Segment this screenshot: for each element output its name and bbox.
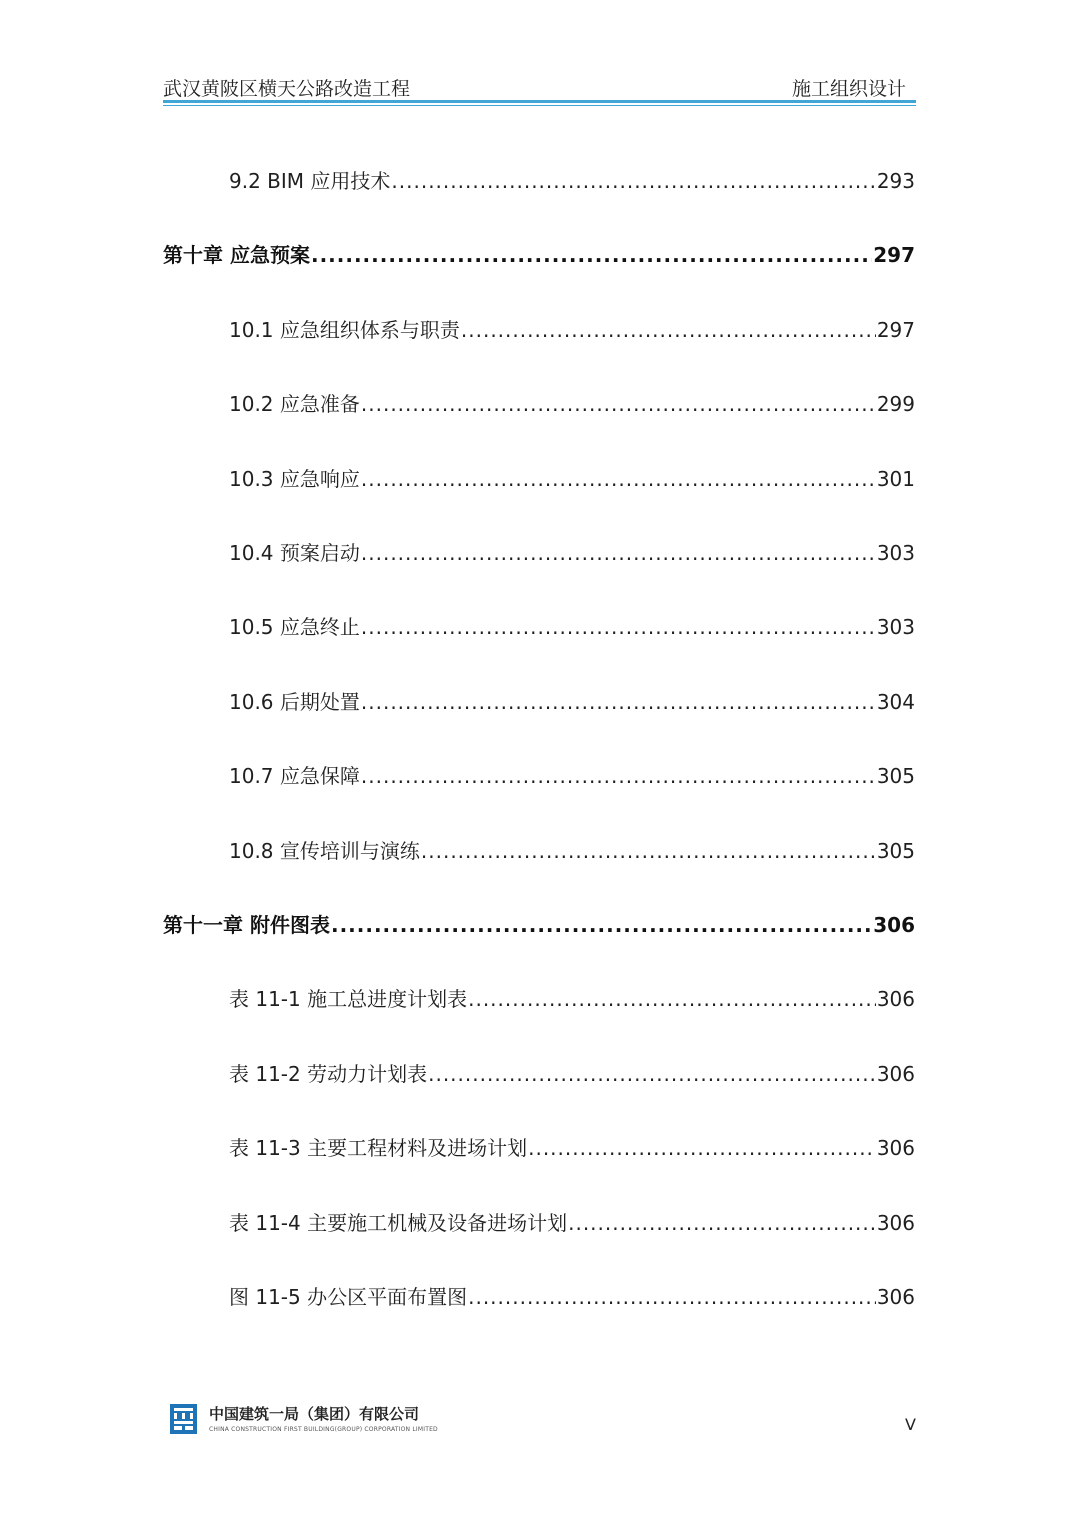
toc-entry-title: 第十一章 附件图表 — [163, 913, 330, 937]
toc-section-entry[interactable] — [229, 464, 915, 494]
toc-entry-title: 第十章 应急预案 — [163, 243, 310, 268]
toc-entry-page: 306 — [876, 1210, 915, 1235]
header-project-title: 武汉黄陂区横天公路改造工程 — [163, 78, 411, 100]
toc-entry-page: 306 — [873, 913, 915, 937]
toc-section-entry[interactable] — [229, 538, 915, 568]
toc-dot-leader — [461, 315, 876, 345]
toc-dot-leader — [468, 1282, 876, 1312]
toc-section-entry[interactable] — [229, 1133, 915, 1163]
toc-dot-leader — [428, 1059, 876, 1089]
toc-entry-page: 306 — [876, 987, 915, 1012]
toc-dot-leader — [361, 389, 876, 419]
toc-dot-leader — [361, 464, 876, 494]
toc-dot-leader — [361, 761, 876, 791]
toc-section-entry[interactable] — [229, 761, 915, 791]
toc-section-entry[interactable] — [229, 984, 915, 1014]
toc-entry-title: 表 11-3 主要工程材料及进场计划 — [229, 1136, 528, 1161]
toc-entry-title: 10.7 应急保障 — [229, 764, 360, 789]
toc-entry-title: 表 11-2 劳动力计划表 — [229, 1061, 428, 1086]
toc-entry-title: 10.3 应急响应 — [229, 466, 360, 491]
toc-chapter-entry[interactable] — [163, 240, 915, 270]
toc-section-entry[interactable] — [229, 836, 915, 866]
toc-chapter-entry[interactable] — [163, 910, 915, 940]
footer-company-name: 中国建筑一局（集团）有限公司 — [209, 1405, 420, 1423]
toc-entry-page: 306 — [876, 1061, 915, 1086]
toc-entry-page: 297 — [876, 317, 915, 342]
toc-dot-leader — [331, 910, 872, 940]
toc-entry-title: 9.2 BIM 应用技术 — [229, 169, 391, 193]
toc-entry-title: 图 11-5 办公区平面布置图 — [229, 1285, 468, 1309]
toc-dot-leader — [391, 166, 875, 196]
toc-entry-title: 10.5 应急终止 — [229, 615, 360, 640]
header-rule-thin — [163, 105, 916, 106]
toc-entry-page: 297 — [873, 243, 915, 268]
toc-section-entry[interactable] — [229, 1282, 915, 1312]
toc-entry-page: 306 — [876, 1136, 915, 1161]
toc-section-entry[interactable] — [229, 687, 915, 717]
toc-dot-leader — [468, 984, 876, 1014]
toc-dot-leader — [311, 240, 872, 270]
toc-dot-leader — [528, 1133, 876, 1163]
toc-section-entry[interactable] — [229, 389, 915, 419]
toc-section-entry[interactable] — [229, 612, 915, 642]
header-rule-thick — [163, 100, 916, 103]
toc-section-entry[interactable] — [229, 1208, 915, 1238]
toc-entry-page: 303 — [876, 541, 915, 565]
toc-entry-title: 表 11-4 主要施工机械及设备进场计划 — [229, 1210, 568, 1235]
toc-entry-title: 10.4 预案启动 — [229, 541, 360, 565]
toc-dot-leader — [361, 538, 876, 568]
toc-section-entry[interactable] — [229, 1059, 915, 1089]
toc-entry-page: 303 — [876, 615, 915, 640]
footer-company-name-en: CHINA CONSTRUCTION FIRST BUILDING(GROUP) CORPORATION LIMITED — [209, 1426, 438, 1433]
toc-entry-page: 306 — [876, 1285, 915, 1309]
toc-section-entry[interactable] — [229, 315, 915, 345]
toc-section-entry[interactable] — [229, 166, 915, 196]
toc-entry-title: 10.2 应急准备 — [229, 392, 360, 417]
toc-entry-page: 305 — [876, 838, 915, 863]
toc-dot-leader — [361, 612, 876, 642]
toc-entry-page: 304 — [876, 689, 915, 714]
toc-entry-title: 10.1 应急组织体系与职责 — [229, 317, 460, 342]
toc-dot-leader — [361, 687, 876, 717]
toc-entry-page: 293 — [876, 169, 915, 193]
toc-entry-title: 表 11-1 施工总进度计划表 — [229, 987, 468, 1012]
page-header — [163, 76, 916, 102]
cscec-logo-icon — [170, 1404, 197, 1434]
page-number: V — [905, 1415, 916, 1434]
toc-entry-title: 10.6 后期处置 — [229, 689, 360, 714]
toc-dot-leader — [568, 1208, 876, 1238]
toc-entry-title: 10.8 宣传培训与演练 — [229, 838, 420, 863]
toc-entry-page: 305 — [876, 764, 915, 789]
toc-entry-page: 301 — [876, 466, 915, 491]
header-document-type: 施工组织设计 — [791, 78, 906, 100]
toc-entry-page: 299 — [876, 392, 915, 417]
toc-dot-leader — [421, 836, 876, 866]
